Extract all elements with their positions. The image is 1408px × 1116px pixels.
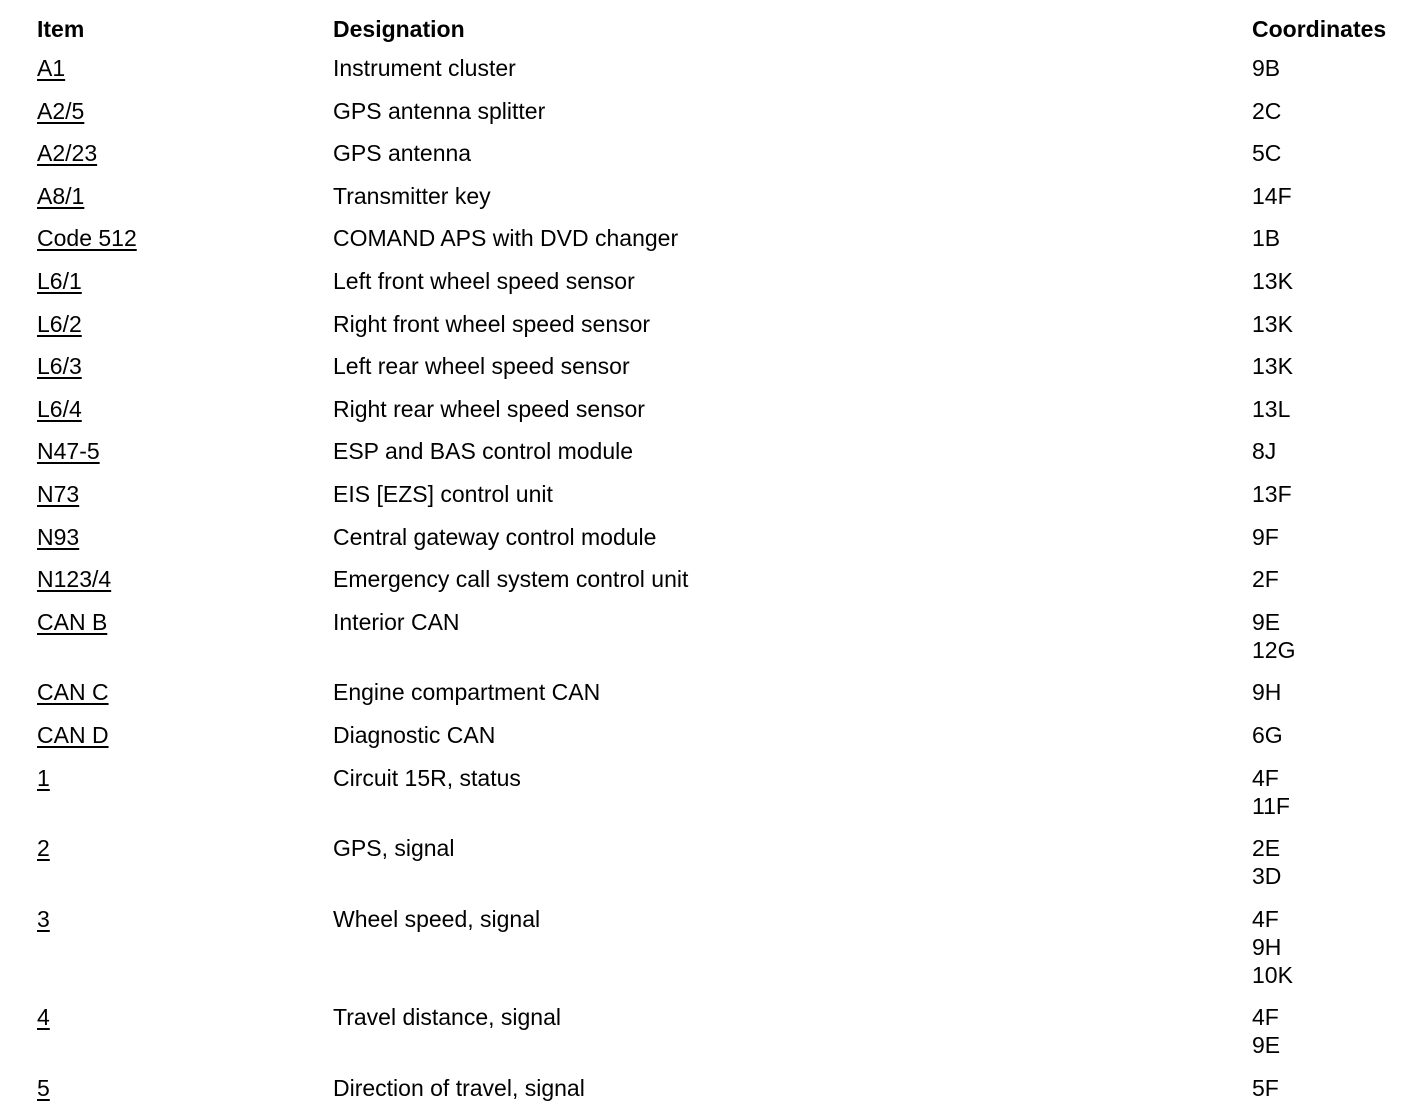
- item-link[interactable]: 3: [37, 905, 50, 932]
- table-row: [0, 182, 1408, 225]
- coordinate-value: 14F: [1252, 182, 1292, 209]
- coordinate-value: 4F: [1252, 1004, 1279, 1031]
- coordinate-value: 2F: [1252, 566, 1279, 593]
- coordinate-value: 12G: [1252, 636, 1296, 663]
- coordinates-cell: [1252, 54, 1280, 82]
- designation-text: Instrument cluster: [333, 55, 516, 81]
- item-link[interactable]: L6/4: [37, 395, 82, 422]
- coordinate-value: 5F: [1252, 1074, 1279, 1101]
- table-row: [0, 1074, 1408, 1116]
- coordinate-value: 9F: [1252, 523, 1279, 550]
- designation-text: Engine compartment CAN: [333, 679, 601, 706]
- coordinate-value: 10K: [1252, 961, 1293, 988]
- designation-text: Central gateway control module: [333, 523, 657, 550]
- coordinate-value: 13K: [1252, 310, 1293, 337]
- table-row: [0, 523, 1408, 566]
- designation-text: Wheel speed, signal: [333, 905, 541, 932]
- item-link[interactable]: A1: [37, 55, 66, 81]
- legend-table: [0, 12, 1408, 1116]
- coordinates-cell: [1252, 352, 1293, 380]
- designation-text: GPS antenna: [333, 140, 472, 167]
- designation-text: Circuit 15R, status: [333, 764, 521, 791]
- coordinate-value: 6G: [1252, 721, 1283, 748]
- designation-text: Transmitter key: [333, 182, 491, 209]
- coordinates-cell: [1252, 608, 1295, 664]
- coordinate-value: 2E: [1252, 835, 1281, 862]
- coordinates-cell: [1252, 523, 1279, 551]
- coordinate-value: 13F: [1252, 480, 1292, 507]
- table-row: [0, 97, 1408, 140]
- designation-text: EIS [EZS] control unit: [333, 480, 553, 507]
- designation-text: COMAND APS with DVD changer: [333, 225, 679, 252]
- item-link[interactable]: CAN D: [37, 721, 109, 748]
- table-row: [0, 764, 1408, 835]
- designation-text: ESP and BAS control module: [333, 438, 634, 465]
- designation-text: GPS, signal: [333, 835, 455, 862]
- coordinate-value: 8J: [1252, 438, 1277, 465]
- coordinate-value: 9H: [1252, 679, 1282, 706]
- coordinates-cell: [1252, 310, 1293, 338]
- coordinate-value: 9E: [1252, 1032, 1281, 1059]
- coordinates-cell: [1252, 764, 1290, 820]
- designation-text: Right rear wheel speed sensor: [333, 395, 645, 422]
- table-row: [0, 678, 1408, 721]
- coordinate-value: 3D: [1252, 863, 1282, 890]
- designation-text: Diagnostic CAN: [333, 721, 496, 748]
- item-link[interactable]: N93: [37, 523, 80, 550]
- table-row: [0, 139, 1408, 182]
- item-link[interactable]: CAN C: [37, 679, 109, 706]
- item-link[interactable]: Code 512: [37, 225, 137, 252]
- table-body: [0, 54, 1408, 1116]
- coordinates-cell: [1252, 224, 1280, 252]
- item-link[interactable]: CAN B: [37, 608, 108, 635]
- coordinates-cell: [1252, 182, 1292, 210]
- item-link[interactable]: A2/23: [37, 140, 98, 167]
- coordinates-cell: [1252, 721, 1283, 749]
- item-link[interactable]: 2: [37, 835, 50, 862]
- coordinate-value: 5C: [1252, 140, 1282, 167]
- coordinates-cell: [1252, 480, 1292, 508]
- coordinates-cell: [1252, 565, 1279, 593]
- coordinate-value: 13K: [1252, 353, 1293, 380]
- table-row: [0, 267, 1408, 310]
- coordinates-cell: [1252, 437, 1276, 465]
- header-item: Item: [37, 16, 85, 42]
- header-designation: Designation: [333, 16, 465, 42]
- coordinate-value: 9B: [1252, 55, 1281, 81]
- coordinate-value: 4F: [1252, 905, 1279, 932]
- coordinate-value: 9H: [1252, 933, 1282, 960]
- item-link[interactable]: L6/3: [37, 353, 82, 380]
- designation-text: GPS antenna splitter: [333, 97, 546, 124]
- coordinate-value: 2C: [1252, 97, 1282, 124]
- coordinates-cell: [1252, 678, 1281, 706]
- table-row: [0, 54, 1408, 97]
- table-row: [0, 905, 1408, 1004]
- designation-text: Interior CAN: [333, 608, 460, 635]
- item-link[interactable]: N47-5: [37, 438, 100, 465]
- item-link[interactable]: 5: [37, 1074, 50, 1101]
- coordinate-value: 9E: [1252, 608, 1281, 635]
- item-link[interactable]: 4: [37, 1004, 50, 1031]
- table-row: [0, 437, 1408, 480]
- coordinates-cell: [1252, 1003, 1280, 1059]
- designation-text: Left rear wheel speed sensor: [333, 353, 630, 380]
- table-row: [0, 1003, 1408, 1074]
- table-row: [0, 310, 1408, 353]
- item-link[interactable]: N73: [37, 480, 80, 507]
- header-row: [0, 12, 1408, 54]
- designation-text: Emergency call system control unit: [333, 566, 689, 593]
- coordinate-value: 13K: [1252, 267, 1293, 294]
- table-row: [0, 480, 1408, 523]
- item-link[interactable]: A8/1: [37, 182, 85, 209]
- coordinates-cell: [1252, 97, 1281, 125]
- table-row: [0, 565, 1408, 608]
- coordinate-value: 4F: [1252, 764, 1279, 791]
- item-link[interactable]: 1: [37, 764, 50, 791]
- item-link[interactable]: A2/5: [37, 97, 85, 124]
- item-link[interactable]: N123/4: [37, 566, 112, 593]
- coordinates-cell: [1252, 834, 1281, 890]
- designation-text: Direction of travel, signal: [333, 1074, 585, 1101]
- coordinates-cell: [1252, 395, 1290, 423]
- coordinate-value: 1B: [1252, 225, 1281, 252]
- table-row: [0, 352, 1408, 395]
- header-coordinates: Coordinates: [1252, 16, 1387, 42]
- coordinates-cell: [1252, 1074, 1279, 1102]
- table-row: [0, 608, 1408, 679]
- table-row: [0, 395, 1408, 438]
- item-link[interactable]: L6/2: [37, 310, 82, 337]
- coordinates-cell: [1252, 905, 1293, 989]
- designation-text: Left front wheel speed sensor: [333, 267, 635, 294]
- designation-text: Right front wheel speed sensor: [333, 310, 651, 337]
- designation-text: Travel distance, signal: [333, 1004, 561, 1031]
- table-row: [0, 224, 1408, 267]
- table-row: [0, 834, 1408, 905]
- item-link[interactable]: L6/1: [37, 267, 82, 294]
- table-row: [0, 721, 1408, 764]
- coordinates-cell: [1252, 267, 1293, 295]
- coordinate-value: 11F: [1252, 792, 1290, 819]
- coordinate-value: 13L: [1252, 395, 1291, 422]
- coordinates-cell: [1252, 139, 1281, 167]
